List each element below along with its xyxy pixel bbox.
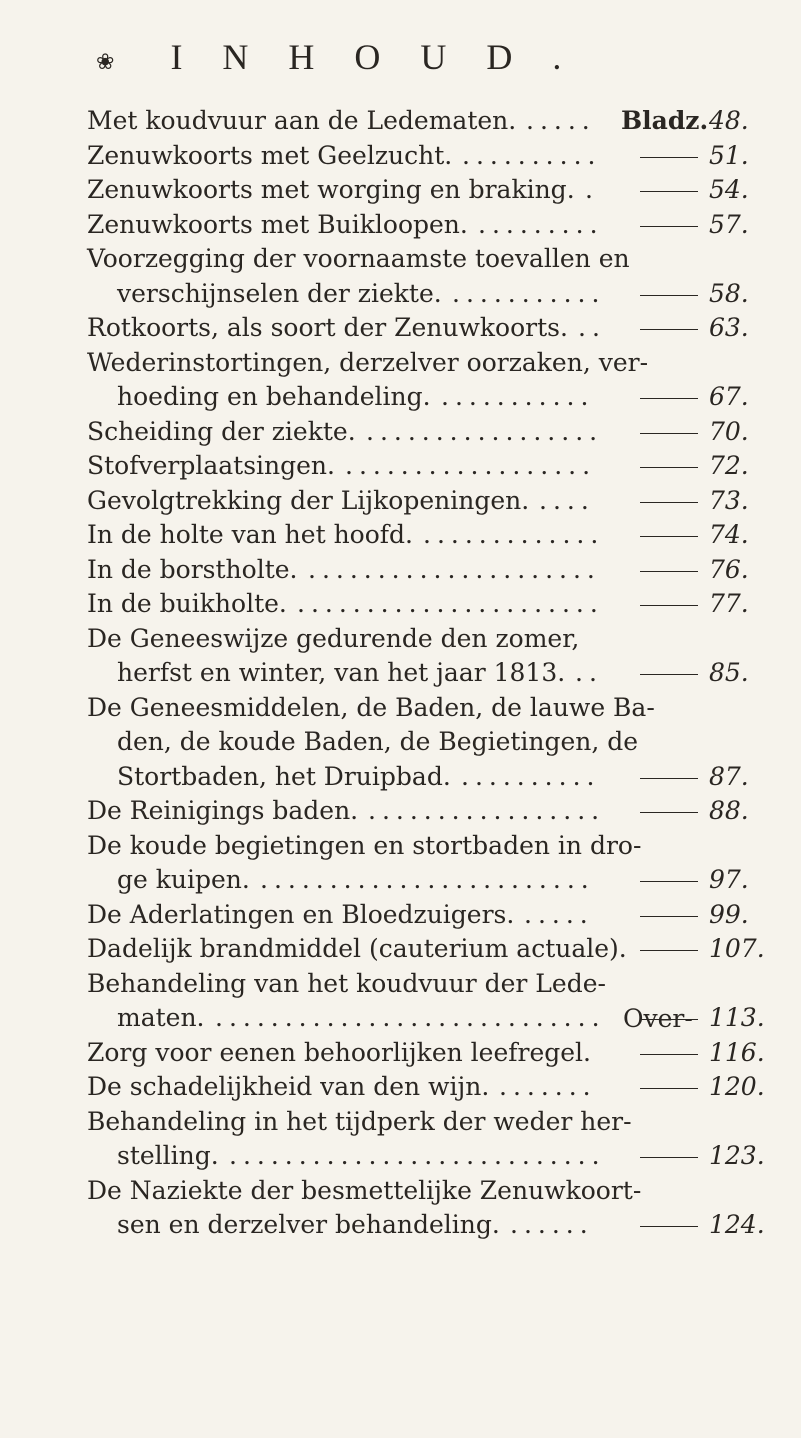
toc-entry [87,484,757,519]
ditto-dash [640,778,698,779]
ditto-dash [640,536,698,537]
toc-entry [87,173,757,208]
page-number: 99. [709,899,749,929]
entry-title: verschijnselen der ziekte. [117,278,442,308]
entry-title: De Reinigings baden. [87,796,359,825]
page-number: 70. [709,416,749,446]
ditto-dash [640,605,698,606]
ditto-dash [640,467,698,468]
page-header [96,36,616,78]
entry-title: De Naziekte der besmettelijke Zenuwkoort- [87,1175,642,1205]
toc-entry [87,587,757,622]
toc-entry-continuation [87,1174,757,1209]
ditto-dash [640,812,698,813]
entry-title: Zenuwkoorts met worging en braking. [87,175,575,204]
dot-leader: ............. [423,520,605,549]
ditto-dash [640,157,698,158]
toc-entry [87,415,757,450]
page-number: 123. [709,1141,765,1170]
entry-title: De Aderlatingen en Bloedzuigers. [87,899,515,929]
dot-leader: ........... [452,278,606,308]
page-number: 76. [709,554,749,584]
ditto-dash [640,916,698,917]
dot-leader: ........................... [229,1141,606,1170]
toc-entry [87,139,757,174]
page-number: 57. [709,209,749,239]
entry-title: stelling. [117,1141,219,1170]
entry-title: Zenuwkoorts met Geelzucht. [87,140,453,170]
ditto-dash [640,329,698,330]
ornament-icon: ❀ [96,49,115,74]
ditto-dash [640,502,698,503]
page-number: 73. [709,485,749,515]
dot-leader: ....... [499,1072,597,1101]
dot-leader: .................. [345,451,597,480]
table-of-contents [87,104,765,1243]
ditto-dash [640,571,698,572]
page-number: 77. [709,589,749,618]
entry-title: Zenuwkoorts met Buikloopen. [87,209,468,239]
toc-entry [87,898,757,933]
entry-title: Stortbaden, het Druipbad. [117,761,451,791]
toc-entry-continuation [87,691,757,726]
entry-title: Dadelijk brandmiddel (cauterium actuale). [87,934,627,963]
toc-entry [87,380,757,415]
page-number: 116. [709,1037,765,1067]
toc-entry-continuation [87,1105,757,1140]
page-number: 74. [709,520,749,549]
toc-entry-continuation [87,967,757,1002]
ditto-dash [640,398,698,399]
toc-entry [87,656,757,691]
toc-entry [87,449,757,484]
entry-title: In de borstholte. [87,554,298,584]
toc-entry-continuation [87,725,757,760]
page-title: INHOUD. [170,37,602,77]
toc-entry [87,932,765,967]
dot-leader: ........................ [260,865,595,894]
entry-title: hoeding en behandeling. [117,382,431,411]
entry-title: Rotkoorts, als soort der Zenuwkoorts. [87,313,568,342]
toc-entry [87,863,757,898]
dot-leader: ..................... [308,554,601,584]
catchword: Over- [623,1004,693,1033]
entry-title: herfst en winter, van het jaar 1813. [117,658,566,687]
entry-title: Met koudvuur aan de Ledematen. [87,106,517,135]
toc-entry [87,518,757,553]
toc-entry-continuation [87,346,757,381]
toc-entry [87,1208,765,1243]
ditto-dash [640,433,698,434]
ditto-dash [640,226,698,227]
toc-entry [87,104,757,139]
page-number: 54. [709,175,749,204]
toc-entry [87,277,757,312]
entry-title: De Geneesmiddelen, de Baden, de lauwe Ba- [87,692,655,722]
toc-entry [87,1139,765,1174]
toc-entry [87,311,757,346]
dot-leader: . [585,175,599,204]
dot-leader: .. [575,658,603,687]
toc-entry [87,553,757,588]
toc-entry [87,208,757,243]
entry-title: Gevolgtrekking der Lijkopeningen. [87,485,530,515]
entry-title: ge kuipen. [117,865,250,894]
entry-title: In de holte van het hoofd. [87,520,413,549]
dot-leader: ......... [478,209,604,239]
ditto-dash [640,1226,698,1227]
page-number: 87. [709,761,749,791]
page-number: 97. [709,865,749,894]
entry-title: Wederinstortingen, derzelver oorzaken, ver- [87,347,649,377]
entry-title: den, de koude Baden, de Begietingen, de [117,727,639,756]
toc-entry [87,1036,765,1071]
entry-title: Stofverplaatsingen. [87,451,335,480]
entry-title: Voorzegging der voornaamste toevallen en [87,244,630,273]
toc-entry [87,1070,765,1105]
entry-title: Behandeling in het tijdperk der weder her- [87,1106,632,1136]
dot-leader: ..... [526,106,596,135]
entry-title: Zorg voor eenen behoorlijken leefregel. [87,1037,591,1067]
page-number: 107. [709,934,765,963]
page-number: 58. [709,278,749,308]
toc-entry [87,794,757,829]
entry-title: Scheiding der ziekte. [87,416,356,446]
dot-leader: .......... [462,140,602,170]
dot-leader: .. [578,313,606,342]
ditto-dash [640,1088,698,1089]
toc-entry-continuation [87,242,757,277]
page-number: 48. [709,106,749,135]
bladz-label: Bladz. [621,106,709,135]
entry-title: sen en derzelver behandeling. [117,1210,500,1239]
dot-leader: ................. [368,796,606,825]
entry-title: In de buikholte. [87,589,287,618]
dot-leader: .... [539,485,595,515]
ditto-dash [640,881,698,882]
toc-entry-continuation [87,829,757,864]
ditto-dash [640,191,698,192]
page-number: 120. [709,1072,765,1101]
entry-title: Behandeling van het koudvuur der Lede- [87,968,606,998]
dot-leader: ................. [366,416,604,446]
toc-entry [87,760,757,795]
ditto-dash [640,1157,698,1158]
page-number: 88. [709,796,749,825]
entry-title: De koude begietingen en stortbaden in dro- [87,830,642,860]
dot-leader: ............................ [215,1003,606,1032]
entry-title: De schadelijkheid van den wijn. [87,1072,490,1101]
page-number: 124. [709,1210,765,1239]
dot-leader: .......... [461,761,601,791]
entry-title: maten. [117,1003,205,1032]
ditto-dash [640,1054,698,1055]
page-number: 63. [709,313,749,342]
entry-title: De Geneeswijze gedurende den zomer, [87,623,580,653]
page-number: 51. [709,140,749,170]
page-number: 67. [709,382,749,411]
dot-leader: ...................... [297,589,604,618]
dot-leader: ...... [510,1210,594,1239]
page-number: 72. [709,451,749,480]
page-number: 113. [709,1003,765,1032]
dot-leader: ........... [441,382,595,411]
ditto-dash [640,950,698,951]
page-number: 85. [709,658,749,687]
ditto-dash [640,674,698,675]
dot-leader: ..... [524,899,594,929]
toc-entry-continuation [87,622,757,657]
ditto-dash [640,295,698,296]
